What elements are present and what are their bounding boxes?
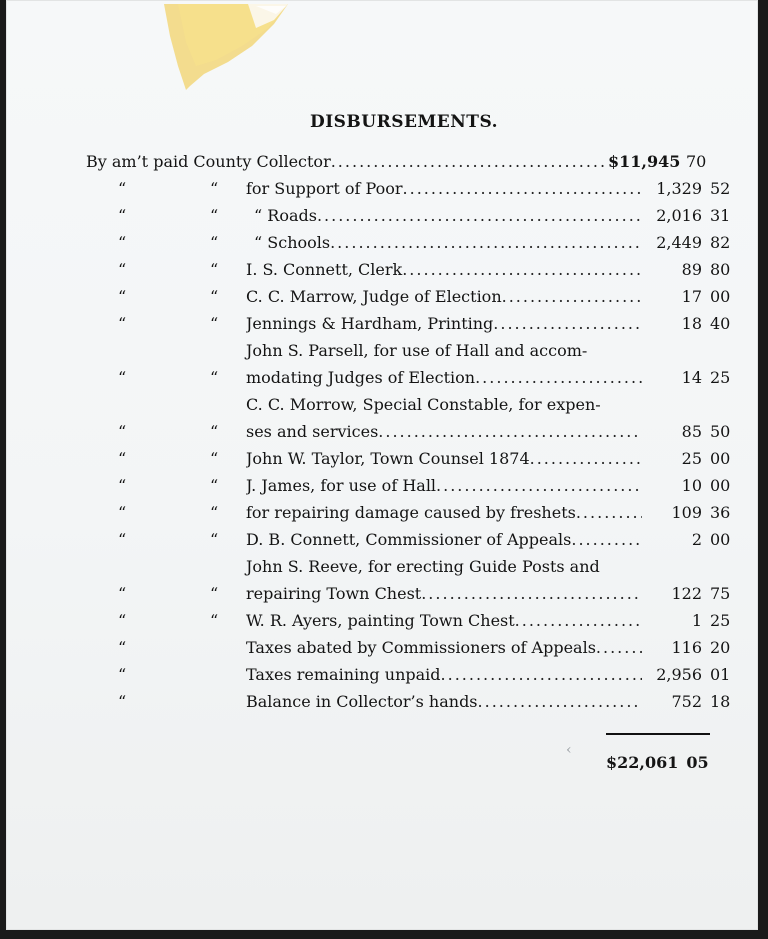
leader-dots bbox=[596, 634, 642, 661]
row-text: ses and services bbox=[246, 422, 379, 441]
row-dollars: 25 bbox=[681, 449, 702, 468]
ditto-mark: “ bbox=[118, 206, 127, 225]
row-cents: 00 bbox=[710, 287, 731, 306]
leader-dots bbox=[436, 472, 642, 499]
leader-dots bbox=[475, 364, 642, 391]
pencil-mark: ‹ bbox=[566, 742, 572, 758]
leader-dots bbox=[571, 526, 642, 553]
leader-dots bbox=[402, 256, 642, 283]
row-cents: 00 bbox=[710, 476, 731, 495]
ledger-row bbox=[86, 634, 731, 661]
leader-dots bbox=[403, 175, 642, 202]
disbursements-ledger bbox=[86, 112, 731, 772]
row-description bbox=[246, 553, 642, 607]
row-description bbox=[246, 688, 642, 715]
row-description bbox=[246, 472, 642, 499]
ditto-mark: “ bbox=[210, 314, 219, 333]
leader-dots bbox=[378, 418, 642, 445]
row-dollars: 2,016 bbox=[656, 206, 702, 225]
leader-dots bbox=[576, 499, 642, 526]
ditto-mark: “ bbox=[118, 422, 127, 441]
row-description bbox=[246, 661, 642, 688]
row-cents: 25 bbox=[710, 611, 731, 630]
leader-dots bbox=[441, 661, 642, 688]
row-description bbox=[246, 310, 642, 337]
row-text: repairing Town Chest bbox=[246, 584, 422, 603]
row-dollars: 17 bbox=[681, 287, 702, 306]
row-text: J. James, for use of Hall bbox=[246, 476, 437, 495]
row-dollars: $11,945 bbox=[608, 152, 681, 171]
row-text: Balance in Collector’s hands bbox=[246, 692, 478, 711]
ditto-mark: “ bbox=[210, 530, 219, 549]
row-description bbox=[246, 445, 642, 472]
ditto-mark: “ bbox=[118, 179, 127, 198]
ditto-mark: “ bbox=[118, 233, 127, 252]
ledger-row bbox=[86, 202, 731, 229]
ditto-mark: “ bbox=[210, 476, 219, 495]
row-text: C. C. Morrow, Special Constable, for expen- bbox=[246, 395, 601, 414]
leader-dots bbox=[330, 229, 642, 256]
ditto-mark: “ bbox=[210, 206, 219, 225]
row-dollars: 14 bbox=[681, 368, 702, 387]
row-text: modating Judges of Election bbox=[246, 368, 476, 387]
row-cents: 31 bbox=[710, 206, 731, 225]
row-description bbox=[246, 175, 642, 202]
leader-dots bbox=[331, 148, 608, 175]
ledger-row bbox=[86, 526, 731, 553]
row-text: Taxes abated by Commissioners of Appeals bbox=[246, 638, 596, 657]
ledger-title: DISBURSEMENTS. bbox=[309, 112, 499, 132]
ditto-mark: “ bbox=[210, 179, 219, 198]
row-dollars: 1 bbox=[691, 611, 702, 630]
ledger-row bbox=[86, 310, 731, 337]
ditto-mark: “ bbox=[118, 314, 127, 333]
leader-dots bbox=[493, 310, 642, 337]
ledger-row bbox=[86, 337, 731, 391]
row-description bbox=[246, 499, 642, 526]
row-dollars: 2 bbox=[691, 530, 702, 549]
ditto-mark: “ bbox=[118, 665, 127, 684]
row-description bbox=[246, 337, 642, 391]
row-text: “ Roads bbox=[254, 206, 317, 225]
row-text: I. S. Connett, Clerk bbox=[246, 260, 403, 279]
ledger-row bbox=[86, 499, 731, 526]
ledger-row bbox=[86, 688, 731, 715]
row-cents: 25 bbox=[710, 368, 731, 387]
ditto-mark: “ bbox=[210, 449, 219, 468]
row-text: W. R. Ayers, painting Town Chest bbox=[246, 611, 515, 630]
leader-dots bbox=[421, 580, 642, 607]
row-cents: 70 bbox=[686, 152, 707, 171]
ledger-row bbox=[86, 472, 731, 499]
row-cents: 36 bbox=[710, 503, 731, 522]
ditto-mark: “ bbox=[118, 476, 127, 495]
row-description bbox=[246, 283, 642, 310]
row-dollars: 1,329 bbox=[656, 179, 702, 198]
row-dollars: 85 bbox=[681, 422, 702, 441]
row-cents: 50 bbox=[710, 422, 731, 441]
row-description bbox=[246, 202, 642, 229]
row-dollars: 2,449 bbox=[656, 233, 702, 252]
ditto-mark: “ bbox=[118, 692, 127, 711]
row-text: Jennings & Hardham, Printing bbox=[246, 314, 494, 333]
row-cents: 75 bbox=[710, 584, 731, 603]
ditto-mark: “ bbox=[118, 530, 127, 549]
row-text: for Support of Poor bbox=[246, 179, 403, 198]
document-page bbox=[6, 0, 758, 930]
ditto-mark: “ bbox=[118, 287, 127, 306]
row-description bbox=[246, 607, 642, 634]
leader-dots bbox=[317, 202, 642, 229]
row-description bbox=[246, 391, 642, 445]
row-dollars: 116 bbox=[671, 638, 702, 657]
row-text: for repairing damage caused by freshets bbox=[246, 503, 576, 522]
row-text: “ Schools bbox=[254, 233, 331, 252]
row-dollars: 10 bbox=[681, 476, 702, 495]
total-cents: 05 bbox=[686, 753, 709, 772]
ditto-mark: “ bbox=[210, 422, 219, 441]
ledger-row bbox=[86, 175, 731, 202]
ledger-row bbox=[86, 661, 731, 688]
leader-dots bbox=[478, 688, 642, 715]
ditto-mark: “ bbox=[210, 503, 219, 522]
row-cents: 00 bbox=[710, 449, 731, 468]
ledger-row bbox=[86, 607, 731, 634]
ledger-row bbox=[86, 256, 731, 283]
ditto-mark: “ bbox=[118, 368, 127, 387]
row-text: John S. Reeve, for erecting Guide Posts and bbox=[246, 557, 600, 576]
row-description bbox=[246, 634, 642, 661]
tape-stain bbox=[156, 2, 296, 92]
row-cents: 82 bbox=[710, 233, 731, 252]
ditto-mark: “ bbox=[210, 287, 219, 306]
ledger-row bbox=[86, 283, 731, 310]
total-row bbox=[86, 753, 726, 772]
leader-dots bbox=[530, 445, 642, 472]
ditto-mark: “ bbox=[210, 260, 219, 279]
total-dollars: $22,061 bbox=[606, 753, 679, 772]
total-rule bbox=[606, 733, 710, 735]
row-cents: 80 bbox=[710, 260, 731, 279]
row-text: C. C. Marrow, Judge of Election bbox=[246, 287, 502, 306]
ledger-rows bbox=[86, 175, 731, 715]
row-cents: 20 bbox=[710, 638, 731, 657]
row-text: Taxes remaining unpaid bbox=[246, 665, 441, 684]
leader-dots bbox=[502, 283, 642, 310]
ledger-row bbox=[86, 445, 731, 472]
ditto-mark: “ bbox=[118, 449, 127, 468]
ditto-mark: “ bbox=[210, 584, 219, 603]
leader-dots bbox=[515, 607, 642, 634]
row-text: John W. Taylor, Town Counsel 1874 bbox=[246, 449, 530, 468]
ditto-mark: “ bbox=[118, 638, 127, 657]
row-cents: 01 bbox=[710, 665, 731, 684]
row-description bbox=[246, 526, 642, 553]
ledger-row bbox=[86, 553, 731, 607]
row-text: By am’t paid County Collector bbox=[86, 152, 331, 171]
row-dollars: 89 bbox=[681, 260, 702, 279]
row-dollars: 752 bbox=[671, 692, 702, 711]
row-cents: 52 bbox=[710, 179, 731, 198]
row-cents: 00 bbox=[710, 530, 731, 549]
ledger-row bbox=[86, 148, 726, 175]
ditto-mark: “ bbox=[210, 368, 219, 387]
ledger-row bbox=[86, 391, 731, 445]
ditto-mark: “ bbox=[210, 233, 219, 252]
row-text: John S. Parsell, for use of Hall and accom- bbox=[246, 341, 588, 360]
ditto-mark: “ bbox=[118, 260, 127, 279]
row-dollars: 122 bbox=[671, 584, 702, 603]
ditto-mark: “ bbox=[118, 584, 127, 603]
row-cents: 40 bbox=[710, 314, 731, 333]
ditto-mark: “ bbox=[118, 503, 127, 522]
ditto-mark: “ bbox=[210, 611, 219, 630]
row-description bbox=[86, 148, 608, 175]
row-description bbox=[246, 256, 642, 283]
row-cents: 18 bbox=[710, 692, 731, 711]
ditto-mark: “ bbox=[118, 611, 127, 630]
row-description bbox=[246, 229, 642, 256]
row-dollars: 109 bbox=[671, 503, 702, 522]
row-dollars: 2,956 bbox=[656, 665, 702, 684]
row-text: D. B. Connett, Commissioner of Appeals bbox=[246, 530, 572, 549]
ledger-row bbox=[86, 229, 731, 256]
row-dollars: 18 bbox=[681, 314, 702, 333]
